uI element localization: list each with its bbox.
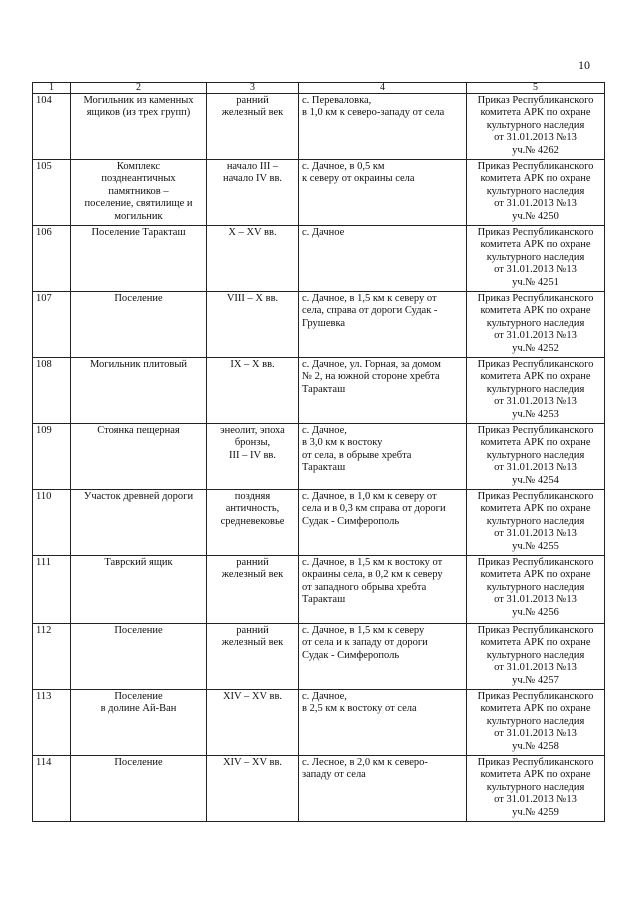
cell-monument-name-text: Поселение в долине Ай-Ван <box>100 691 177 715</box>
header-col-5: 5 <box>467 83 605 94</box>
cell-monument-name-text: Участок древней дороги <box>83 491 194 502</box>
cell-location <box>299 160 467 226</box>
cell-monument-name-text: Могильник из каменных ящиков (из трех групп) <box>83 95 194 119</box>
cell-dating-text: VIII – X вв. <box>226 293 279 304</box>
cell-dating <box>207 624 299 690</box>
cell-registration-document <box>467 358 605 424</box>
header-col-1: 1 <box>33 83 71 94</box>
cell-location <box>299 226 467 292</box>
cell-number <box>33 424 71 490</box>
table-row <box>33 490 605 556</box>
cell-number-text: 113 <box>36 691 52 702</box>
cell-monument-name-text: Таврский ящик <box>104 557 173 568</box>
cell-dating <box>207 292 299 358</box>
monuments-table <box>32 82 605 822</box>
cell-registration-document <box>467 624 605 690</box>
header-col-4: 4 <box>299 83 467 94</box>
cell-dating-text: поздняя античность, средневековье <box>220 491 285 527</box>
table-header-row <box>33 83 605 94</box>
cell-dating <box>207 424 299 490</box>
cell-location-text: с. Дачное, в 3,0 км к востоку от села, в обрыве хребта Таракташ <box>302 425 412 474</box>
cell-location-text: с. Дачное <box>302 227 345 238</box>
cell-dating-text: энеолит, эпоха бронзы, III – IV вв. <box>220 425 285 461</box>
cell-registration-document-text: Приказ Республиканского комитета АРК по охране культурного наследия от 31.01.2013 №13 уч.№ 4262 <box>477 95 594 156</box>
cell-number <box>33 556 71 624</box>
cell-location <box>299 556 467 624</box>
cell-location <box>299 756 467 822</box>
table-row <box>33 160 605 226</box>
cell-number-text: 114 <box>36 757 52 768</box>
cell-number <box>33 756 71 822</box>
cell-dating-text: начало III – начало IV вв. <box>222 161 283 185</box>
cell-number <box>33 490 71 556</box>
cell-location-text: с. Дачное, в 1,5 км к северу от села, справа от дороги Судак - Грушевка <box>302 293 438 329</box>
cell-registration-document-text: Приказ Республиканского комитета АРК по охране культурного наследия от 31.01.2013 №13 уч.№ 4256 <box>477 557 594 618</box>
cell-registration-document <box>467 424 605 490</box>
table-row <box>33 292 605 358</box>
cell-location <box>299 690 467 756</box>
table-row <box>33 226 605 292</box>
cell-dating <box>207 556 299 624</box>
header-col-2: 2 <box>71 83 207 94</box>
cell-registration-document <box>467 756 605 822</box>
cell-dating-text: ранний железный век <box>221 625 284 649</box>
cell-monument-name <box>71 94 207 160</box>
cell-number-text: 107 <box>36 293 52 304</box>
cell-monument-name <box>71 556 207 624</box>
cell-number-text: 111 <box>36 557 51 568</box>
cell-monument-name <box>71 624 207 690</box>
cell-dating <box>207 490 299 556</box>
cell-location-text: с. Дачное, в 0,5 км к северу от окраины села <box>302 161 415 185</box>
cell-dating-text: X – XV вв. <box>228 227 277 238</box>
cell-number <box>33 226 71 292</box>
cell-number <box>33 358 71 424</box>
cell-registration-document-text: Приказ Республиканского комитета АРК по охране культурного наследия от 31.01.2013 №13 уч.№ 4254 <box>477 425 594 486</box>
cell-monument-name-text: Поселение <box>114 757 163 768</box>
cell-location <box>299 94 467 160</box>
cell-registration-document <box>467 556 605 624</box>
cell-number <box>33 690 71 756</box>
cell-number-text: 112 <box>36 625 52 636</box>
cell-dating <box>207 756 299 822</box>
cell-dating <box>207 358 299 424</box>
cell-dating <box>207 226 299 292</box>
cell-monument-name-text: Поселение <box>114 293 163 304</box>
table-row <box>33 690 605 756</box>
cell-monument-name-text: Поселение <box>114 625 163 636</box>
cell-location-text: с. Дачное, в 1,5 км к востоку от окраины села, в 0,2 км к северу от западного обрыва хребта Таракташ <box>302 557 443 606</box>
cell-monument-name-text: Комплекс позднеантичных памятников – поселение, святилище и могильник <box>84 161 193 222</box>
cell-dating-text: ранний железный век <box>221 557 284 581</box>
cell-registration-document-text: Приказ Республиканского комитета АРК по охране культурного наследия от 31.01.2013 №13 уч.№ 4257 <box>477 625 594 686</box>
cell-number <box>33 624 71 690</box>
cell-location <box>299 490 467 556</box>
cell-registration-document <box>467 292 605 358</box>
cell-location-text: с. Лесное, в 2,0 км к северо- западу от села <box>302 757 428 781</box>
cell-location-text: с. Дачное, в 1,0 км к северу от села и в 0,3 км справа от дороги Судак - Симферополь <box>302 491 446 527</box>
cell-registration-document <box>467 226 605 292</box>
cell-registration-document <box>467 94 605 160</box>
cell-location <box>299 424 467 490</box>
cell-dating-text: IX – X вв. <box>230 359 275 370</box>
header-col-3: 3 <box>207 83 299 94</box>
cell-monument-name <box>71 292 207 358</box>
cell-registration-document-text: Приказ Республиканского комитета АРК по охране культурного наследия от 31.01.2013 №13 уч.№ 4253 <box>477 359 594 420</box>
cell-location <box>299 292 467 358</box>
cell-monument-name <box>71 690 207 756</box>
cell-registration-document-text: Приказ Республиканского комитета АРК по охране культурного наследия от 31.01.2013 №13 уч.№ 4255 <box>477 491 594 552</box>
cell-registration-document <box>467 160 605 226</box>
cell-monument-name <box>71 756 207 822</box>
cell-dating-text: ранний железный век <box>221 95 284 119</box>
cell-registration-document-text: Приказ Республиканского комитета АРК по охране культурного наследия от 31.01.2013 №13 уч.№ 4259 <box>477 757 594 818</box>
table-row <box>33 424 605 490</box>
cell-monument-name <box>71 160 207 226</box>
cell-monument-name-text: Могильник плитовый <box>89 359 188 370</box>
cell-monument-name-text: Стоянка пещерная <box>97 425 180 436</box>
table-row <box>33 358 605 424</box>
cell-registration-document-text: Приказ Республиканского комитета АРК по охране культурного наследия от 31.01.2013 №13 уч.№ 4252 <box>477 293 594 354</box>
table-row <box>33 556 605 624</box>
cell-registration-document-text: Приказ Республиканского комитета АРК по охране культурного наследия от 31.01.2013 №13 уч.№ 4251 <box>477 227 594 288</box>
cell-number <box>33 160 71 226</box>
cell-number-text: 108 <box>36 359 52 370</box>
cell-number <box>33 94 71 160</box>
cell-dating-text: XIV – XV вв. <box>222 757 283 768</box>
table-row <box>33 94 605 160</box>
cell-monument-name <box>71 226 207 292</box>
cell-dating <box>207 160 299 226</box>
table-body <box>33 94 605 822</box>
cell-monument-name <box>71 424 207 490</box>
cell-dating <box>207 690 299 756</box>
cell-dating-text: XIV – XV вв. <box>222 691 283 702</box>
cell-location-text: с. Переваловка, в 1,0 км к северо-западу от села <box>302 95 445 119</box>
cell-registration-document <box>467 690 605 756</box>
cell-registration-document-text: Приказ Республиканского комитета АРК по охране культурного наследия от 31.01.2013 №13 уч.№ 4250 <box>477 161 594 222</box>
cell-location <box>299 358 467 424</box>
page-number: 10 <box>578 58 590 72</box>
cell-monument-name-text: Поселение Таракташ <box>91 227 186 238</box>
cell-number-text: 106 <box>36 227 52 238</box>
cell-dating <box>207 94 299 160</box>
table-row <box>33 756 605 822</box>
cell-number-text: 109 <box>36 425 52 436</box>
cell-location-text: с. Дачное, в 1,5 км к северу от села и к западу от дороги Судак - Симферополь <box>302 625 428 661</box>
cell-location-text: с. Дачное, ул. Горная, за домом № 2, на южной стороне хребта Таракташ <box>302 359 441 395</box>
cell-number-text: 104 <box>36 95 52 106</box>
cell-location <box>299 624 467 690</box>
cell-number-text: 105 <box>36 161 52 172</box>
cell-number <box>33 292 71 358</box>
cell-registration-document <box>467 490 605 556</box>
table-row <box>33 624 605 690</box>
cell-location-text: с. Дачное, в 2,5 км к востоку от села <box>302 691 417 715</box>
cell-number-text: 110 <box>36 491 52 502</box>
cell-monument-name <box>71 490 207 556</box>
cell-monument-name <box>71 358 207 424</box>
cell-registration-document-text: Приказ Республиканского комитета АРК по охране культурного наследия от 31.01.2013 №13 уч.№ 4258 <box>477 691 594 752</box>
